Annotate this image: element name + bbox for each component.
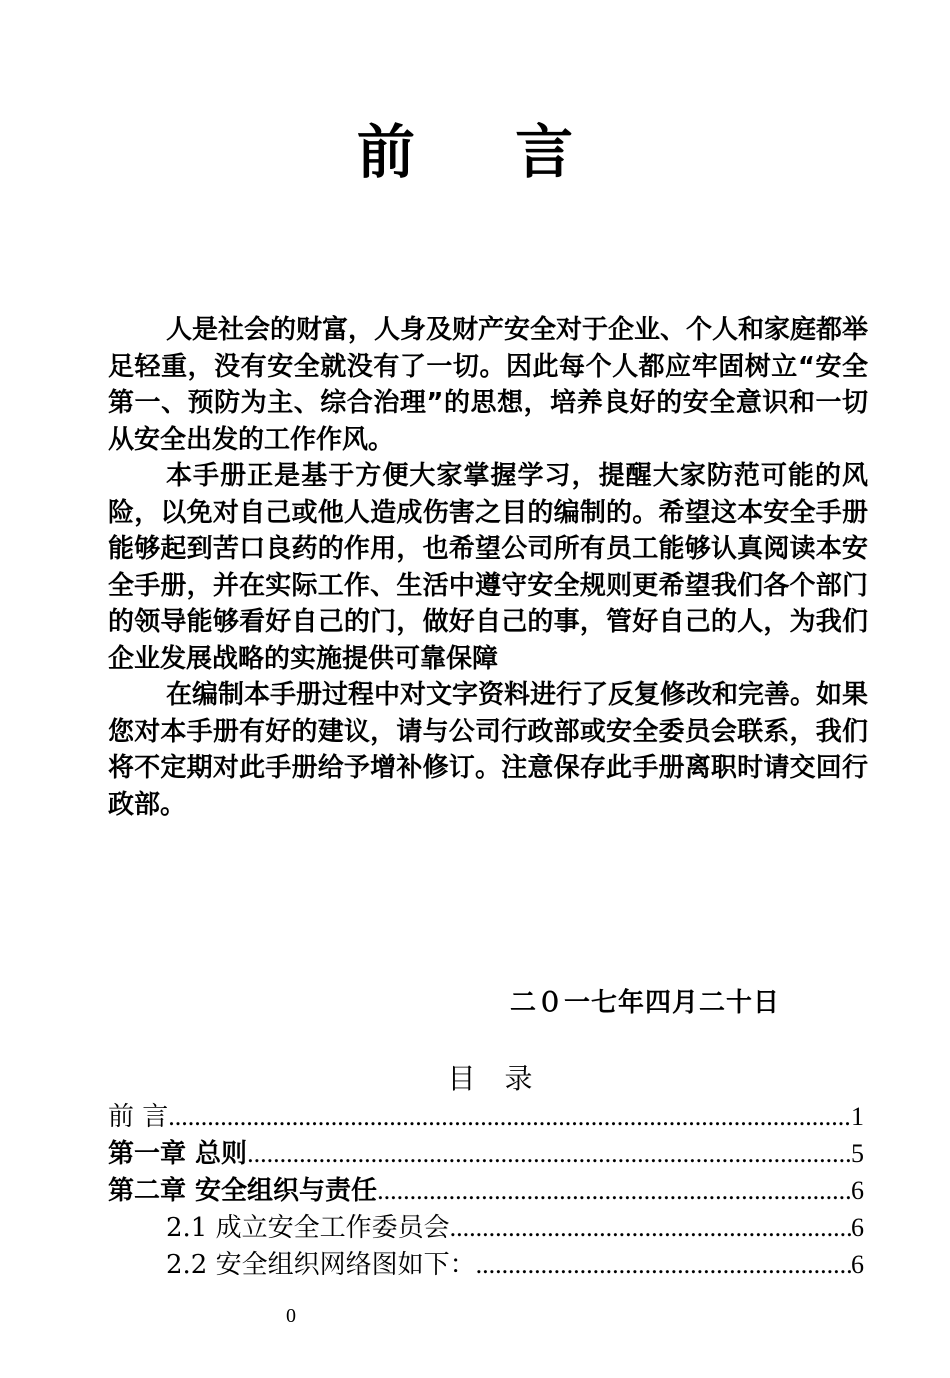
toc-entry-label: 2.1 成立安全工作委员会 bbox=[166, 1213, 450, 1243]
toc-entry-page: 5 bbox=[851, 1139, 864, 1168]
toc-entry-label: 第二章 安全组织与责任 bbox=[108, 1176, 378, 1206]
toc-entry-label: 前 言 bbox=[108, 1102, 169, 1132]
page-title: 前 言 bbox=[356, 118, 614, 186]
toc-entry-page: 1 bbox=[851, 1102, 864, 1131]
toc-dot-leader bbox=[476, 1246, 851, 1283]
toc-entry-label: 2.2 安全组织网络图如下： bbox=[166, 1250, 476, 1280]
toc-heading: 目 录 bbox=[447, 1062, 543, 1095]
toc-entry-chapter-1[interactable] bbox=[108, 1135, 864, 1172]
preface-paragraph-3: 在编制本手册过程中对文字资料进行了反复修改和完善。如果您对本手册有好的建议，请与公司行政部或安全委员会联系，我们将不定期对此手册给予增补修订。注意保存此手册离职时请交回行政部。 bbox=[108, 680, 869, 820]
preface-paragraph-1: 人是社会的财富，人身及财产安全对于企业、个人和家庭都举足轻重，没有安全就没有了一切。因此每个人都应牢固树立“安全第一、预防为主、综合治理”的思想，培养良好的安全意识和一切从安全出发的工作作风。 bbox=[108, 315, 869, 455]
table-of-contents bbox=[108, 1098, 864, 1283]
toc-dot-leader bbox=[168, 1098, 851, 1135]
toc-dot-leader bbox=[450, 1209, 851, 1246]
toc-entry-page: 6 bbox=[851, 1176, 864, 1205]
page-number: 0 bbox=[286, 1305, 296, 1327]
toc-entry-label: 第一章 总则 bbox=[108, 1139, 248, 1169]
preface-paragraph-2: 本手册正是基于方便大家掌握学习，提醒大家防范可能的风险，以免对自己或他人造成伤害之目的编制的。希望这本安全手册能够起到苦口良药的作用，也希望公司所有员工能够认真阅读本安全手册，并在实际工作、生活中遵守安全规则更希望我们各个部门的领导能够看好自己的门，做好自己的事，管好自己的人，为我们企业发展战略的实施提供可靠保障 bbox=[108, 461, 868, 674]
toc-entry-page: 6 bbox=[851, 1250, 864, 1279]
toc-entry-preface[interactable] bbox=[108, 1098, 864, 1135]
document-date: 二０一七年四月二十日 bbox=[510, 988, 781, 1018]
toc-dot-leader bbox=[247, 1135, 851, 1172]
preface-body bbox=[108, 312, 868, 823]
toc-entry-chapter-2[interactable] bbox=[108, 1172, 864, 1209]
toc-entry-page: 6 bbox=[851, 1213, 864, 1242]
toc-dot-leader bbox=[377, 1172, 851, 1209]
toc-entry-section-2-1[interactable] bbox=[108, 1209, 864, 1246]
toc-entry-section-2-2[interactable] bbox=[108, 1246, 864, 1283]
